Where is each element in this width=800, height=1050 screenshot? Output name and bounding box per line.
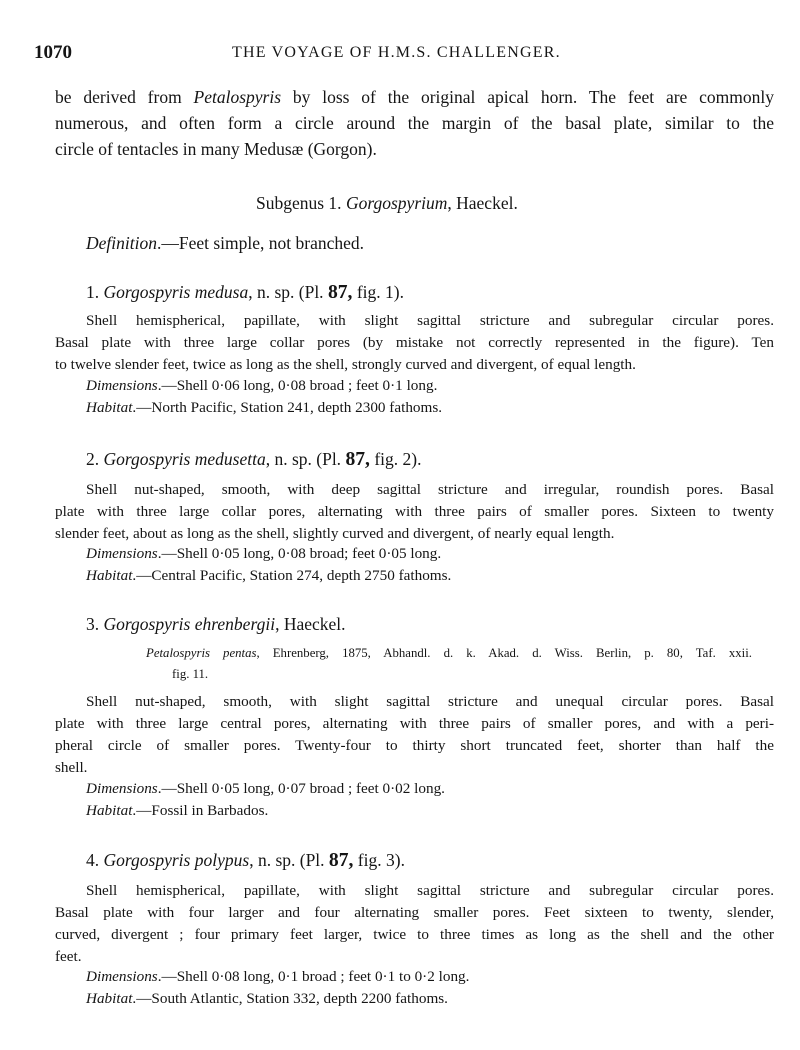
species-name: Gorgospyris ehrenbergii	[103, 614, 276, 634]
plate-number: 87,	[327, 282, 353, 303]
page-number: 1070	[34, 42, 72, 63]
running-title: THE VOYAGE OF H.M.S. CHALLENGER.	[232, 44, 561, 61]
dimensions: Dimensions.—Shell 0·05 long, 0·07 broad ; feet 0·02 long.	[86, 780, 445, 797]
species-description: Shell hemispherical, papillate, with slight sagittal stricture and subregular circular pores. Basal plate with three large collar pores (by mistake not correctly represented in the figure). Ten to twelve slender feet, twice as long as the shell, strongly curved and divergent, of equal length.	[55, 312, 774, 373]
species-name: Gorgospyris medusetta	[103, 449, 266, 469]
habitat: Habitat.—North Pacific, Station 241, depth 2300 fathoms.	[86, 399, 443, 416]
intro-line: numerous, and often form a circle around the margin of the basal plate, similar to the	[55, 113, 774, 133]
intro-line: be derived from Petalospyris by loss of the original apical horn. The feet are commonly	[55, 87, 774, 107]
synonym-reference: Petalospyris pentas, Ehrenberg, 1875, Abhandl. d. k. Akad. d. Wiss. Berlin, p. 80, Taf. xxii. fig. 11.	[146, 646, 752, 681]
species-heading: 2. Gorgospyris medusetta, n. sp. (Pl. 87, fig. 2).	[86, 449, 422, 470]
species-description: Shell hemispherical, papillate, with slight sagittal stricture and subregular circular pores. Basal plate with four larger and four alternating smaller pores. Feet sixteen to twenty, slender, curved, divergent ; four primary feet larger, twice to three times as long as the shell and the other feet.	[55, 882, 774, 965]
intro-paragraph	[55, 84, 774, 162]
habitat: Habitat.—Central Pacific, Station 274, depth 2750 fathoms.	[86, 567, 452, 584]
habitat: Habitat.—Fossil in Barbados.	[86, 802, 269, 819]
intro-line: circle of tentacles in many Medusæ (Gorgon).	[55, 139, 377, 159]
plate-number: 87,	[328, 850, 354, 871]
dimensions: Dimensions.—Shell 0·06 long, 0·08 broad ; feet 0·1 long.	[86, 377, 438, 394]
species-name: Gorgospyris medusa	[103, 282, 249, 302]
species-description: Shell nut-shaped, smooth, with slight sagittal stricture and unequal circular pores. Basal plate with three large central pores, alternating with three pairs of smaller pores, and with a peri- pheral circle of smaller pores. Twenty-four to thirty short truncated feet, shorter than half the shell.	[55, 693, 774, 776]
subgenus-heading: Subgenus 1. Gorgospyrium, Haeckel.	[256, 193, 518, 213]
plate-number: 87,	[345, 449, 370, 470]
genus-name: Petalospyris	[193, 87, 282, 107]
species-heading: 1. Gorgospyris medusa, n. sp. (Pl. 87, fig. 1).	[86, 282, 404, 303]
species-heading: 4. Gorgospyris polypus, n. sp. (Pl. 87, fig. 3).	[86, 850, 405, 871]
dimensions: Dimensions.—Shell 0·05 long, 0·08 broad; feet 0·05 long.	[86, 545, 442, 562]
species-heading: 3. Gorgospyris ehrenbergii, Haeckel.	[86, 614, 346, 634]
dimensions: Dimensions.—Shell 0·08 long, 0·1 broad ; feet 0·1 to 0·2 long.	[86, 968, 470, 985]
species-name: Gorgospyris polypus	[103, 850, 250, 870]
habitat: Habitat.—South Atlantic, Station 332, depth 2200 fathoms.	[86, 990, 448, 1007]
definition: Definition.—Feet simple, not branched.	[86, 233, 365, 253]
species-description: Shell nut-shaped, smooth, with deep sagittal stricture and irregular, roundish pores. Basal plate with three large collar pores, alternating with three pairs of smaller pores. Sixteen to twenty slender feet, about as long as the shell, slightly curved and divergent, of nearly equal length.	[55, 481, 774, 542]
